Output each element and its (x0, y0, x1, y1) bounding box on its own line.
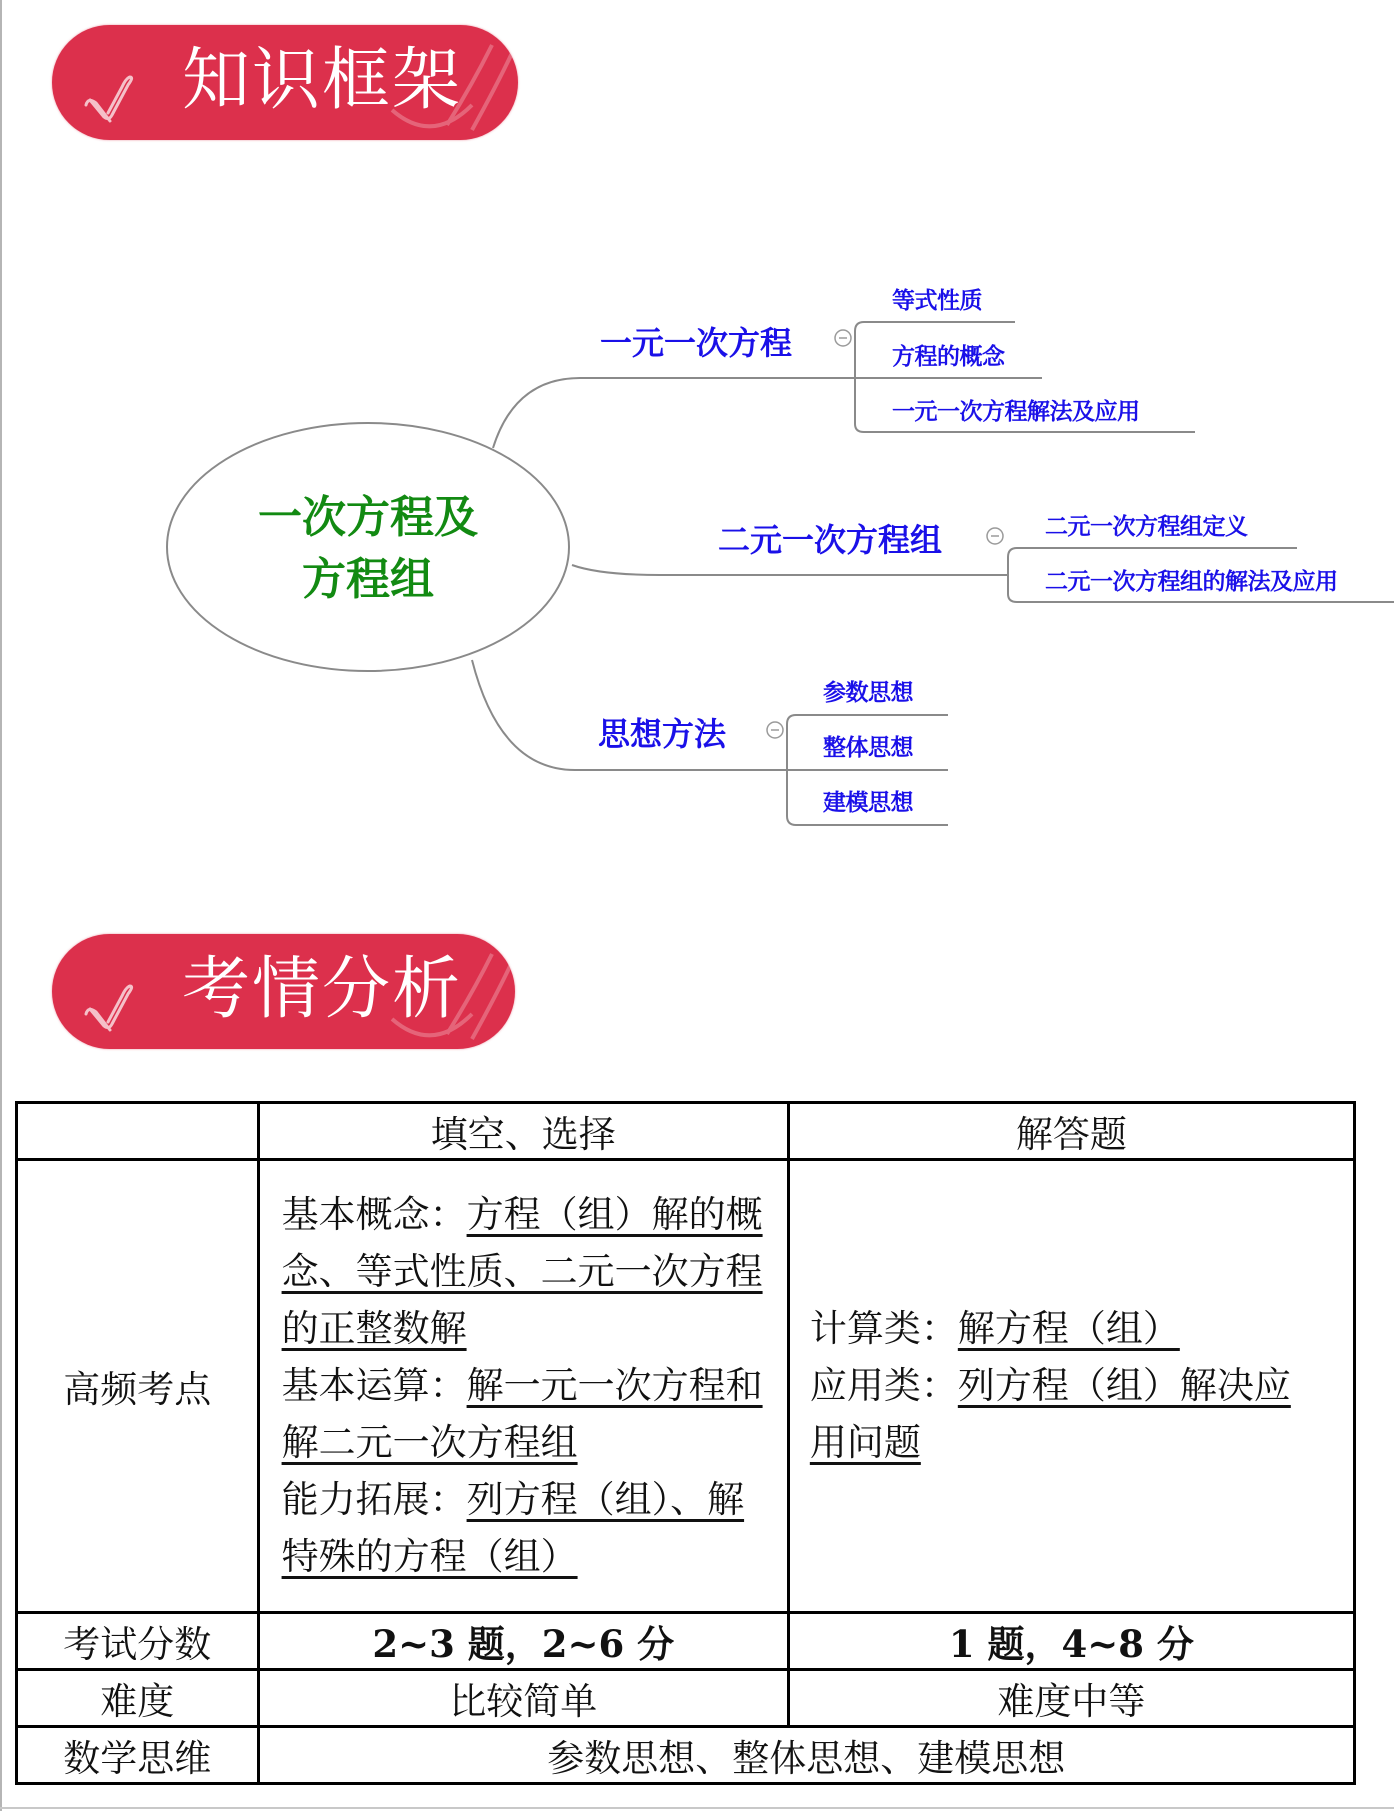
topic-detail: 解一元一次方程和解二元一次方程组 (281, 1363, 763, 1464)
topic-detail: 列方程（组）、解特殊的方程（组） (281, 1477, 745, 1578)
root-node-line1: 一次方程及 (258, 492, 478, 543)
table-row (17, 1670, 1355, 1727)
leaf-node[interactable]: 等式性质 (892, 288, 982, 314)
cell-merged: 参数思想、整体思想、建模思想 (258, 1727, 1354, 1784)
cell-fill-choice: 比较简单 (258, 1670, 788, 1727)
cell-answer: 1 题，4~8 分 (788, 1613, 1354, 1670)
page-border-bottom (0, 1807, 1394, 1809)
table-row (17, 1613, 1355, 1670)
topic-detail: 解方程（组） (957, 1306, 1180, 1350)
topic-prefix: 应用类： (809, 1363, 958, 1407)
leaf-node[interactable]: 一元一次方程解法及应用 (892, 399, 1140, 425)
leaf-node[interactable]: 二元一次方程组的解法及应用 (1045, 569, 1338, 595)
cell-answer: 难度中等 (788, 1670, 1354, 1727)
topic-prefix: 计算类： (809, 1306, 958, 1350)
exam-analysis-table (15, 1101, 1356, 1785)
topic-prefix: 基本概念： (281, 1192, 467, 1236)
cell-answer (788, 1160, 1354, 1613)
topic-prefix: 能力拓展： (281, 1477, 467, 1521)
cell-fill-choice (258, 1160, 788, 1613)
table-row (17, 1160, 1355, 1613)
section-header-exam-analysis (52, 934, 515, 1049)
branch-node[interactable]: 二元一次方程组 (718, 521, 943, 559)
topic-detail: 方程（组）解的概念、等式性质、二元一次方程的正整数解 (281, 1192, 763, 1350)
root-node-line2: 方程组 (302, 554, 434, 605)
header-cell-answer: 解答题 (788, 1103, 1354, 1160)
table-row (17, 1727, 1355, 1784)
root-node[interactable] (218, 487, 518, 611)
leaf-node[interactable]: 二元一次方程组定义 (1045, 514, 1248, 540)
leaf-node[interactable]: 方程的概念 (892, 344, 1005, 370)
leaf-node[interactable]: 整体思想 (823, 735, 913, 761)
mind-map (0, 0, 1394, 900)
row-label: 数学思维 (17, 1727, 259, 1784)
header-cell-empty (17, 1103, 259, 1160)
section-title: 考情分析 (182, 950, 463, 1029)
row-label: 考试分数 (17, 1613, 259, 1670)
section-title: 知识框架 (182, 41, 463, 120)
leaf-node[interactable]: 建模思想 (823, 790, 913, 816)
topic-prefix: 基本运算： (281, 1363, 467, 1407)
branch-node[interactable]: 一元一次方程 (600, 324, 793, 362)
topic-detail: 列方程（组）解决应用问题 (809, 1363, 1291, 1464)
mind-map-connectors (0, 0, 1394, 900)
table-header-row (17, 1103, 1355, 1160)
branch-node[interactable]: 思想方法 (598, 715, 727, 753)
header-cell-fill-choice: 填空、选择 (258, 1103, 788, 1160)
cell-fill-choice: 2~3 题，2~6 分 (258, 1613, 788, 1670)
row-label: 高频考点 (17, 1160, 259, 1613)
row-label: 难度 (17, 1670, 259, 1727)
leaf-node[interactable]: 参数思想 (823, 680, 913, 706)
